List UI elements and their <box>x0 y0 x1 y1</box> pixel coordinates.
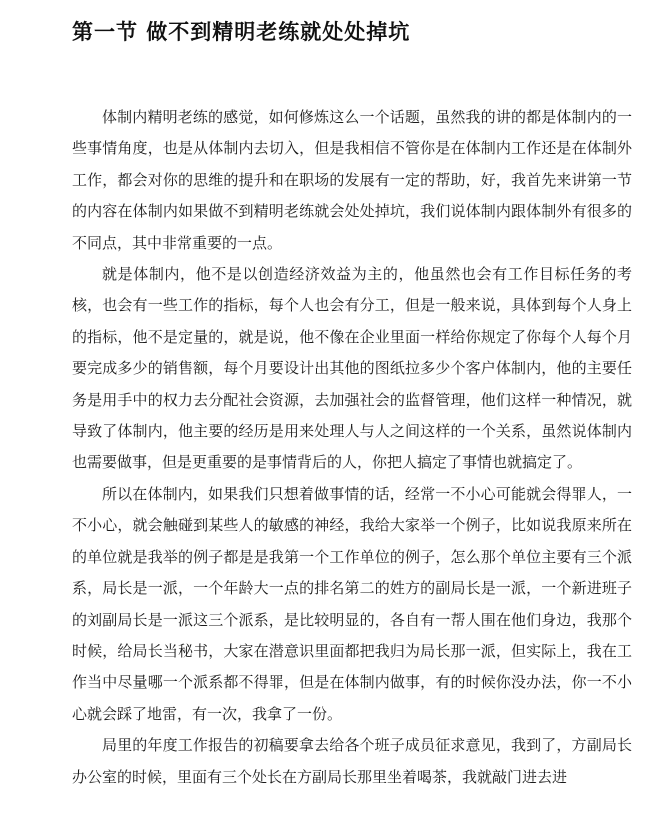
paragraph: 局里的年度工作报告的初稿要拿去给各个班子成员征求意见，我到了，方副局长办公室的时候，里面有三个处长在方副局长那里坐着喝茶，我就敲门进去进 <box>72 736 632 786</box>
section-title: 第一节 做不到精明老练就处处掉坑 <box>72 20 411 44</box>
paragraph: 所以在体制内，如果我们只想着做事情的话，经常一不小心可能就会得罪人，一不小心，就会触碰到某些人的敏感的神经，我给大家举一个例子，比如说我原来所在的单位就是我举的例子都是是我第一个工作单位的例子，怎么那个单位主要有三个派系，局长是一派，一个年龄大一点的排名第二的姓方的副局长是一派，一个新进班子的刘副局长是一派这三个派系，是比较明显的，各自有一帮人围在他们身边，我那个时候，给局长当秘书，大家在潜意识里面都把我归为局长那一派，但实际上，我在工作当中尽量哪一个派系都不得罪，但是在体制内做事，有的时候你没办法，你一不小心就会踩了地雷，有一次，我拿了一份。 <box>72 484 632 723</box>
body-text <box>72 102 632 793</box>
paragraph: 就是体制内，他不是以创造经济效益为主的，他虽然也会有工作目标任务的考核，也会有一些工作的指标，每个人也会有分工，但是一般来说，具体到每个人身上的指标，他不是定量的，就是说，他不像在企业里面一样给你规定了你每个人每个月要完成多少的销售额，每个月要设计出其他的图纸拉多少个客户体制内，他的主要任务是用手中的权力去分配社会资源，去加强社会的监督管理，他们这样一种情况，就导致了体制内，他主要的经历是用来处理人与人之间这样的一个关系，虽然说体制内也需要做事，但是更重要的是事情背后的人，你把人搞定了事情也就搞定了。 <box>72 265 632 472</box>
paragraph: 体制内精明老练的感觉，如何修炼这么一个话题，虽然我的讲的都是体制内的一些事情角度，也是从体制内去切入，但是我相信不管你是在体制内工作还是在体制外工作，都会对你的思维的提升和在职场的发展有一定的帮助，好，我首先来讲第一节的内容在体制内如果做不到精明老练就会处处掉坑，我们说体制内跟体制外有很多的不同点，其中非常重要的一点。 <box>72 108 632 252</box>
